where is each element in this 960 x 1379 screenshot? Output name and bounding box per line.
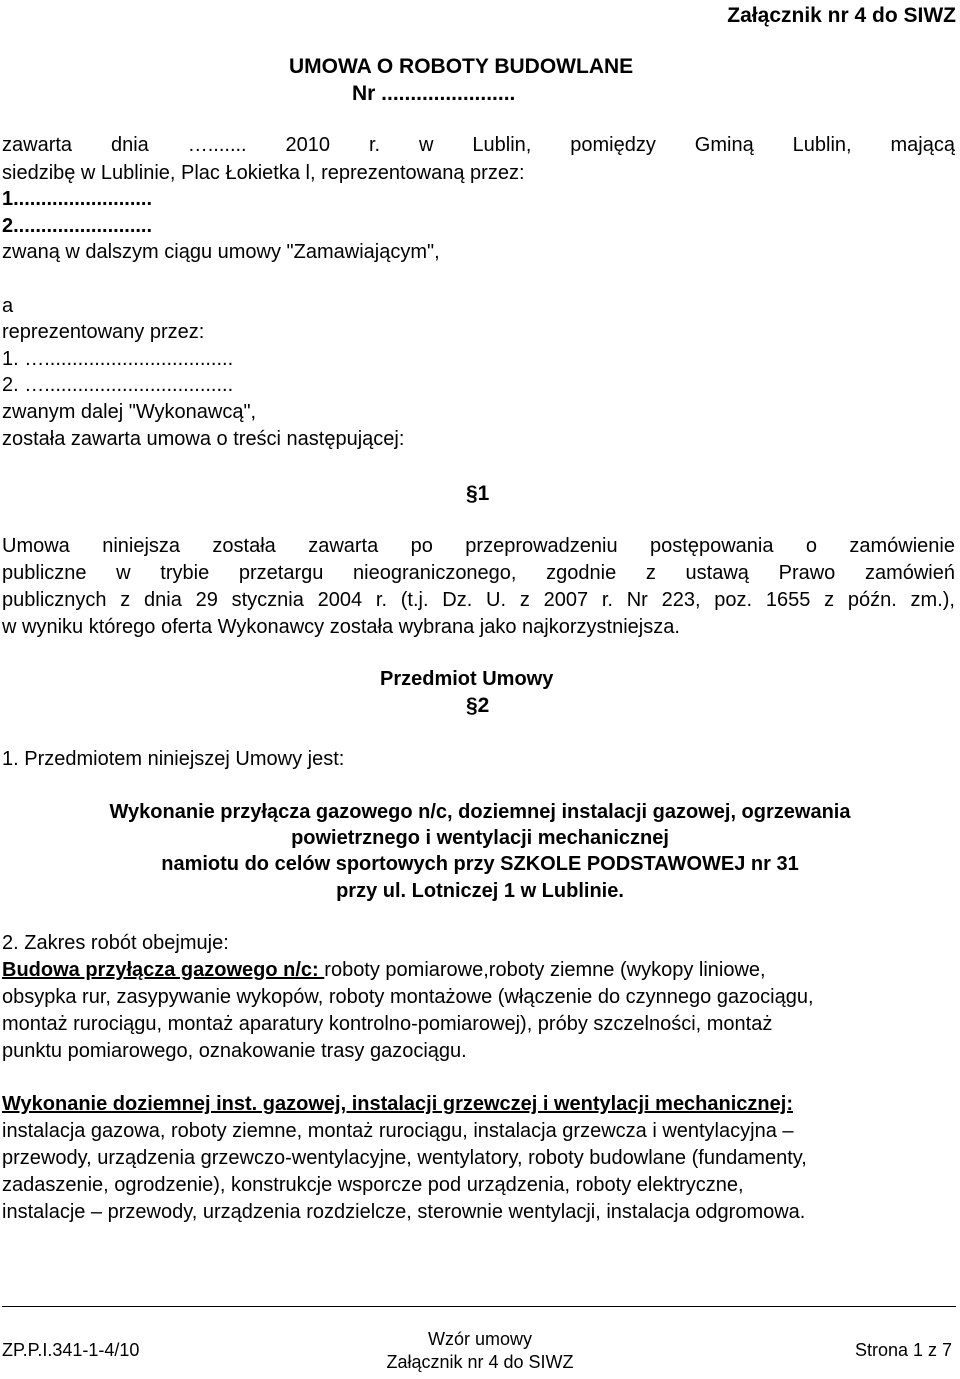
section-1-line: Umowa niniejsza została zawarta po przeprowadzeniu postępowania o zamówienie — [2, 535, 955, 557]
section-1-line: publicznych z dnia 29 stycznia 2004 r. (t.j. Dz. U. z 2007 r. Nr 223, poz. 1655 z późn. zm.), — [2, 589, 955, 611]
section-1-line: w wyniku którego oferta Wykonawcy została wybrana jako najkorzystniejsza. — [2, 616, 680, 638]
subject-intro: 1. Przedmiotem niniejszej Umowy jest: — [2, 748, 345, 770]
subject-line: przy ul. Lotniczej 1 w Lublinie. — [336, 880, 624, 902]
section-2-title: Przedmiot Umowy — [380, 668, 554, 690]
scope-1-first-line — [2, 959, 766, 982]
contract-number: Nr ....................... — [352, 82, 516, 105]
subject-line: namiotu do celów sportowych przy SZKOLE PODSTAWOWEJ nr 31 — [161, 853, 799, 875]
footer-center-line-1: Wzór umowy — [427, 1329, 532, 1349]
scope-1-text: roboty pomiarowe,roboty ziemne (wykopy liniowe, — [324, 959, 766, 981]
scope-2-line: zadaszenie, ogrodzenie), konstrukcje wsporcze pod urządzenia, roboty elektryczne, — [2, 1174, 744, 1196]
scope-1-line: obsypka rur, zasypywanie wykopów, roboty montażowe (włączenie do czynnego gazociągu, — [2, 986, 814, 1008]
footer-divider — [2, 1306, 956, 1307]
scope-2-line: instalacja gazowa, roboty ziemne, montaż rurociągu, instalacja grzewcza i wentylacyjna – — [2, 1120, 794, 1142]
scope-1-line: montaż rurociągu, montaż aparatury kontrolno-pomiarowej), próby szczelności, montaż — [2, 1013, 773, 1035]
footer-center-line-2: Załącznik nr 4 do SIWZ — [386, 1352, 574, 1372]
scope-2-heading: Wykonanie doziemnej inst. gazowej, instalacji grzewczej i wentylacji mechanicznej: — [2, 1093, 793, 1115]
wykonawca-definition: zwanym dalej "Wykonawcą", — [2, 401, 257, 423]
scope-2-line: przewody, urządzenia grzewczo-wentylacyjne, wentylatory, roboty budowlane (fundamenty, — [2, 1147, 807, 1169]
subject-line: powietrznego i wentylacji mechanicznej — [291, 827, 669, 849]
section-2-heading: §2 — [466, 694, 490, 717]
scope-2-line: instalacje – przewody, urządzenia rozdzielcze, sterownie wentylacji, instalacja odgromowa. — [2, 1201, 806, 1223]
subject-line: Wykonanie przyłącza gazowego n/c, doziemnej instalacji gazowej, ogrzewania — [109, 801, 851, 823]
zamawiajacy-definition: zwaną w dalszym ciągu umowy "Zamawiającym", — [2, 241, 440, 263]
contractor-rep-1: 1. ….................................. — [2, 348, 234, 370]
scope-1-line: punktu pomiarowego, oznakowanie trasy gazociągu. — [2, 1040, 467, 1062]
contractor-rep-2: 2. ….................................. — [2, 374, 234, 396]
footer-reference: ZP.P.I.341-1-4/10 — [2, 1340, 140, 1360]
represented-by: reprezentowany przez: — [2, 321, 205, 343]
representative-2: 2......................... — [2, 215, 153, 237]
intro-line: zawarta dnia …....... 2010 r. w Lublin, pomiędzy Gminą Lublin, mającą — [2, 134, 955, 156]
section-1-heading: §1 — [466, 482, 490, 505]
attachment-label: Załącznik nr 4 do SIWZ — [727, 4, 956, 27]
representative-1: 1......................... — [2, 188, 153, 210]
page-number: Strona 1 z 7 — [854, 1340, 952, 1360]
conjunction: a — [2, 295, 14, 317]
intro-line: siedzibę w Lublinie, Plac Łokietka l, reprezentowaną przez: — [2, 162, 525, 184]
scope-1-heading: Budowa przyłącza gazowego n/c: — [2, 959, 325, 981]
document-title: UMOWA O ROBOTY BUDOWLANE — [289, 55, 634, 78]
closing-phrase: została zawarta umowa o treści następującej: — [2, 428, 405, 450]
scope-intro: 2. Zakres robót obejmuje: — [2, 932, 229, 954]
section-1-line: publiczne w trybie przetargu nieograniczonego, zgodnie z ustawą Prawo zamówień — [2, 562, 955, 584]
